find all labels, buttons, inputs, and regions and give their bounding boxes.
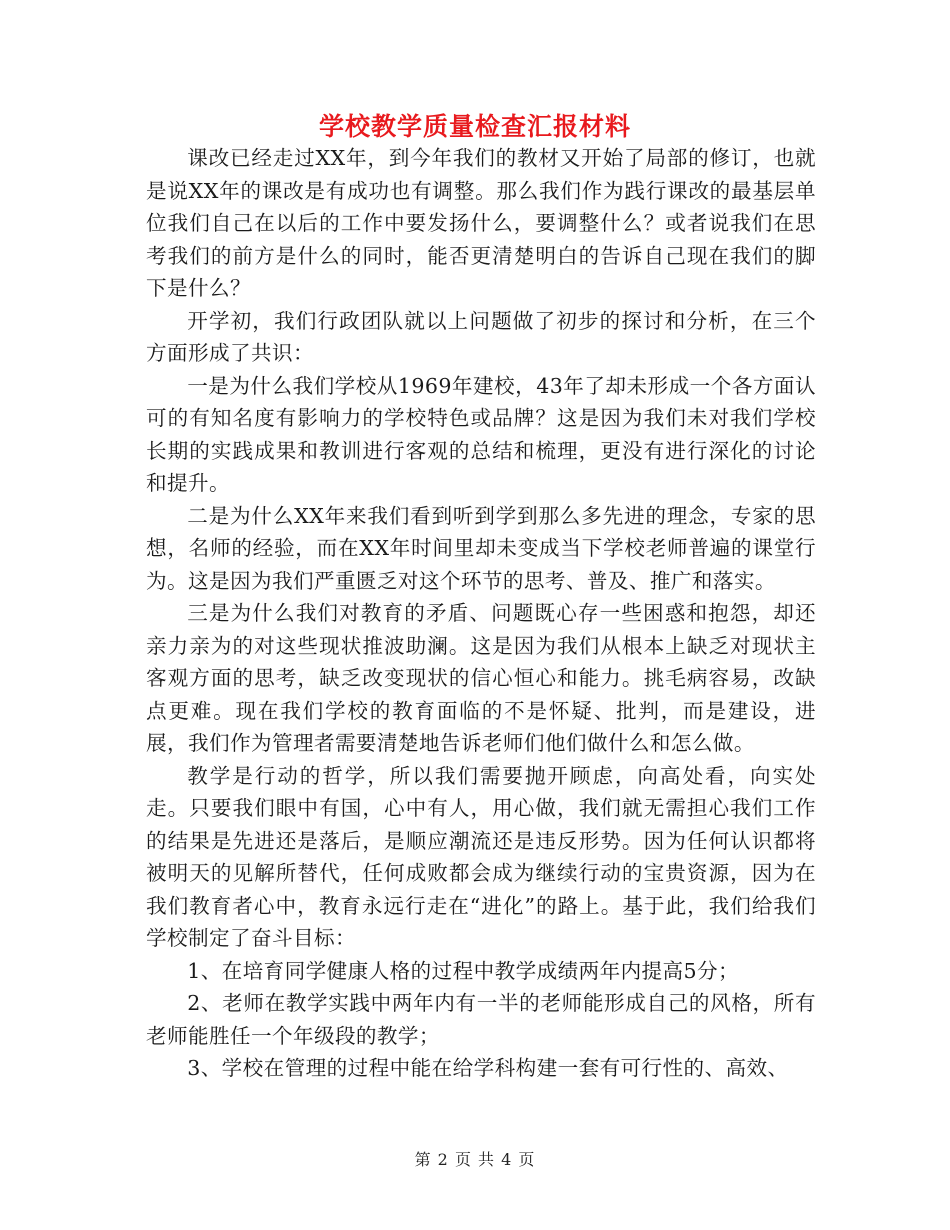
paragraph-goal-three: 3、学校在管理的过程中能在给学科构建一套有可行性的、高效、 [187,1056,789,1080]
paragraph-point-three: 三是为什么我们对教育的矛盾、问题既心存一些困惑和抱怨，却还亲力亲为的对这些现状推波助澜。这是因为我们从根本上缺乏对现状主客观方面的思考，缺乏改变现状的信心恒心和能力。挑毛病容易，改缺点更难。现在我们学校的教育面临的不是怀疑、批判，而是建设，进展，我们作为管理者需要清楚地告诉老师们他们做什么和怎么做。 [146,601,816,755]
paragraph-philosophy: 教学是行动的哲学，所以我们需要抛开顾虑，向高处看，向实处走。只要我们眼中有国，心中有人，用心做，我们就无需担心我们工作的结果是先进还是落后，是顺应潮流还是违反形势。因为任何认识都将被明天的见解所替代，任何成败都会成为继续行动的宝贵资源，因为在我们教育者心中，教育永远行走在“进化”的路上。基于此，我们给我们学校制定了奋斗目标： [146,763,816,950]
paragraph-consensus: 开学初，我们行政团队就以上问题做了初步的探讨和分析，在三个方面形成了共识： [146,308,816,365]
paragraph-intro: 课改已经走过XX年，到今年我们的教材又开始了局部的修订，也就是说XX年的课改是有成功也有调整。那么我们作为践行课改的最基层单位我们自己在以后的工作中要发扬什么，要调整什么？或者说我们在思考我们的前方是什么的同时，能否更清楚明白的告诉自己现在我们的脚下是什么？ [146,146,816,300]
paragraph-goal-one: 1、在培育同学健康人格的过程中教学成绩两年内提高5分； [187,958,740,983]
page-footer: 第 2 页 共 4 页 [414,1150,536,1169]
document-body [146,142,816,1085]
paragraph-point-one: 一是为什么我们学校从1969年建校，43年了却未形成一个各方面认可的有知名度有影响力的学校特色或品牌？这是因为我们未对我们学校长期的实践成果和教训进行客观的总结和梳理，更没有进行深化的讨论和提升。 [146,373,816,495]
document-title: 学校教学质量检查汇报材料 [318,112,631,141]
paragraph-goal-two: 2、老师在教学实践中两年内有一半的老师能形成自己的风格，所有老师能胜任一个年级段的教学； [146,991,816,1048]
paragraph-point-two: 二是为什么XX年来我们看到听到学到那么多先进的理念，专家的思想，名师的经验，而在XX年时间里却未变成当下学校老师普遍的课堂行为。这是因为我们严重匮乏对这个环节的思考、普及、推广和落实。 [146,503,816,593]
